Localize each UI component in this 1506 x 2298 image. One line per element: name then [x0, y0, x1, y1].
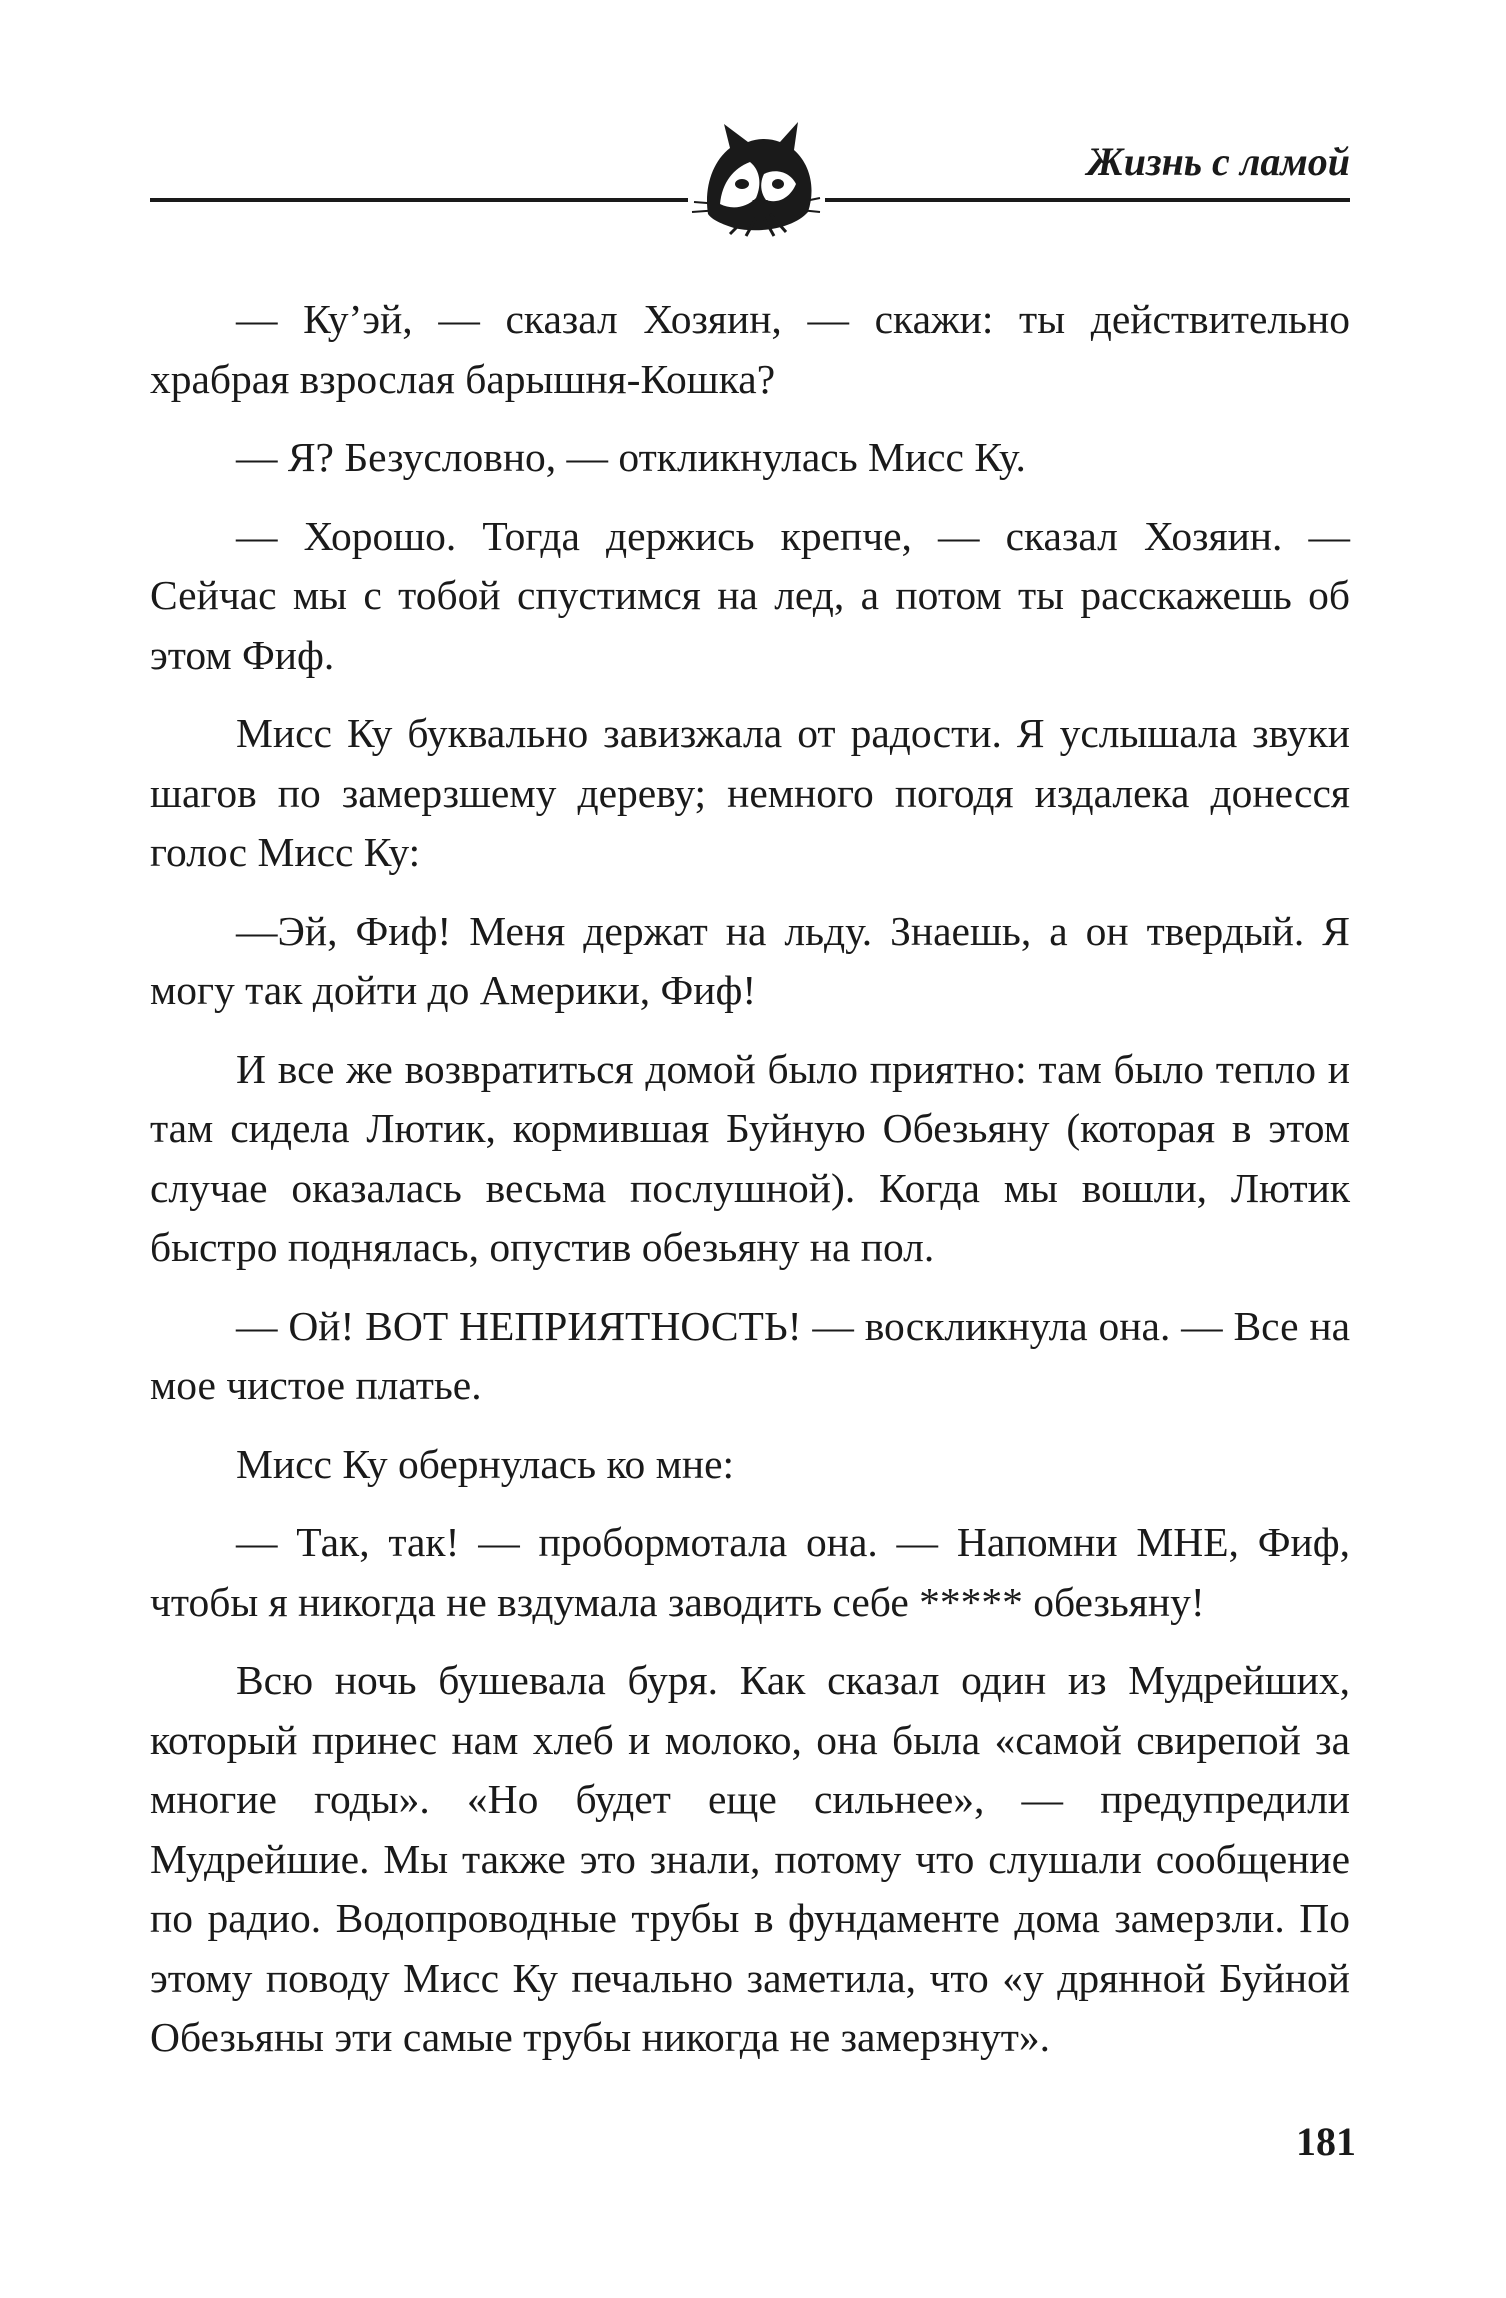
cat-head-icon: [690, 118, 822, 238]
paragraph: И все же возвратиться домой было приятно: там было тепло и там сидела Лютик, кормившая Буйную Обезьяну (которая в этом случае оказалась весьма послушной). Когда мы вошли, Лютик быстро поднялась, опустив обезьяну на пол.: [150, 1045, 1350, 1270]
paragraph: — Ку’эй, — сказал Хозяин, — скажи: ты действительно храбрая взрослая барышня-Кошка?: [150, 296, 1350, 402]
paragraph: — Так, так! — пробормотала она. — Напомни МНЕ, Фиф, чтобы я никогда не вздумала заводить себе ***** обезьяну!: [150, 1519, 1350, 1625]
header-rule-left: [150, 198, 688, 202]
running-header: [150, 118, 1350, 228]
header-rule-right: [825, 198, 1350, 202]
paragraph: Всю ночь бушевала буря. Как сказал один из Мудрейших, который принес нам хлеб и молоко, она была «самой свирепой за многие годы». «Но будет еще сильнее», — предупредили Мудрейшие. Мы также это знали, потому что слушали сообщение по радио. Водопроводные трубы в фундаменте дома замерзли. По этому поводу Мисс Ку печально заметила, что «у дрянной Буйной Обезьяны эти самые трубы никогда не замерзнут».: [150, 1657, 1350, 2060]
body-text: [150, 290, 1350, 2087]
paragraph: Мисс Ку обернулась ко мне:: [236, 1440, 735, 1487]
paragraph: — Хорошо. Тогда держись крепче, — сказал Хозяин. — Сейчас мы с тобой спустимся на лед, а потом ты расскажешь об этом Фиф.: [150, 512, 1350, 678]
page-number: 181: [1296, 2119, 1356, 2164]
paragraph: — Я? Безусловно, — откликнулась Мисс Ку.: [236, 434, 1026, 480]
paragraph: Мисс Ку буквально завизжала от радости. Я услышала звуки шагов по замерзшему дереву; немного погодя издалека донесся голос Мисс Ку:: [150, 710, 1350, 875]
running-title: Жизнь с ламой: [1087, 139, 1350, 184]
paragraph: —Эй, Фиф! Меня держат на льду. Знаешь, а он твердый. Я могу так дойти до Америки, Фиф!: [150, 907, 1350, 1013]
paragraph: — Ой! ВОТ НЕПРИЯТНОСТЬ! — воскликнула она. — Все на мое чистое платье.: [150, 1302, 1350, 1408]
